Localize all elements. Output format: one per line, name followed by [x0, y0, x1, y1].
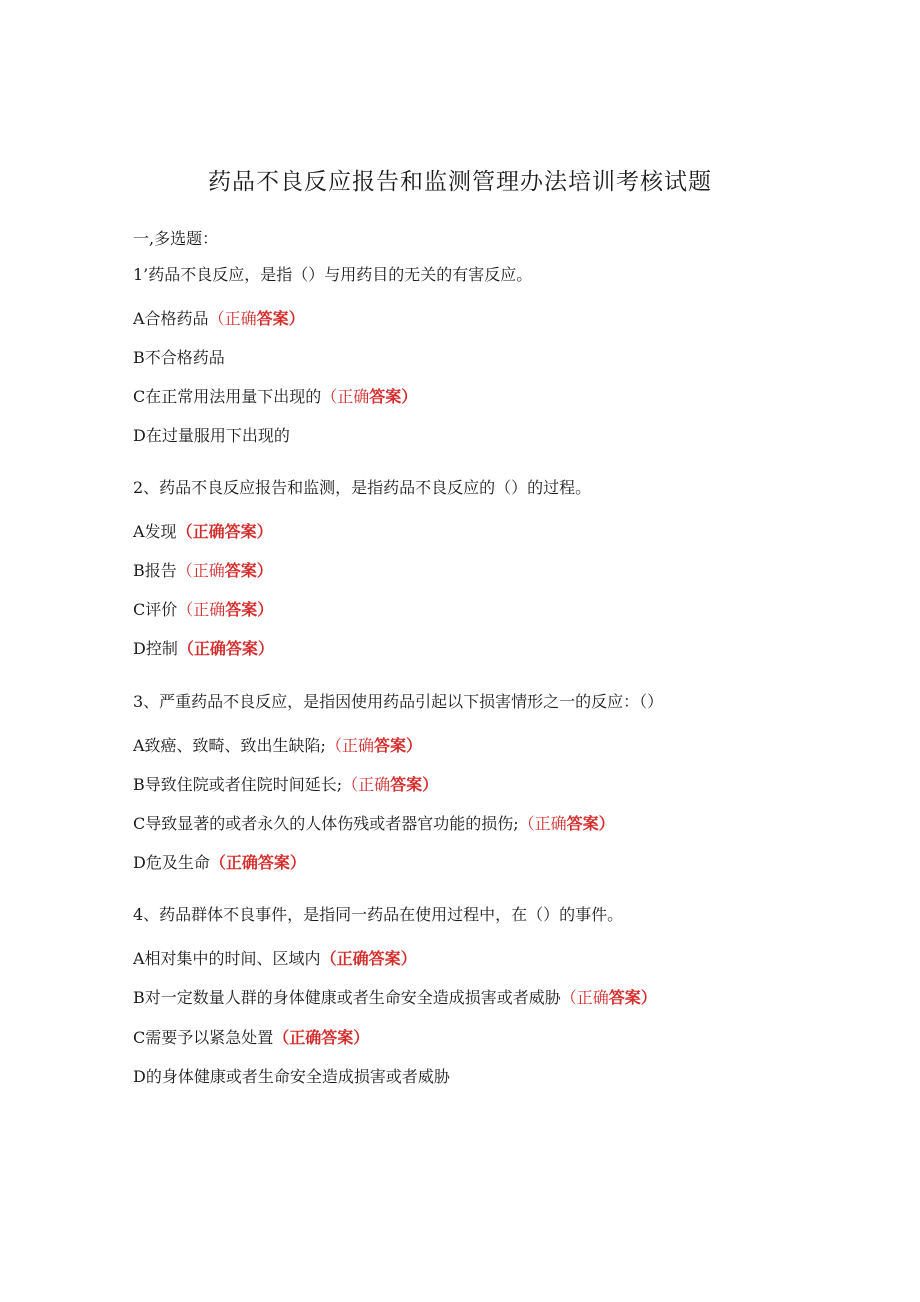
option-text: B对一定数量人群的身体健康或者生命安全造成损害或者威胁: [133, 988, 561, 1007]
correct-answer-mark: （正确答案）: [325, 736, 422, 755]
correct-answer-mark: （正确答案）: [177, 639, 274, 658]
option-item: [133, 561, 273, 581]
question-stem: 3、严重药品不良反应，是指因使用药品引起以下损害情形之一的反应：（）: [133, 692, 664, 711]
option-text: D危及生命: [133, 853, 210, 872]
option-item: [133, 348, 225, 368]
option-item: [133, 988, 657, 1008]
option-text: B报告: [133, 561, 177, 580]
option-item: [133, 1028, 369, 1048]
option-text: C评价: [133, 600, 178, 619]
option-item: [133, 736, 422, 756]
option-item: [133, 387, 417, 407]
option-text: C在正常用法用量下出现的: [133, 387, 322, 406]
option-text: A致癌、致畸、致出生缺陷;: [133, 736, 326, 755]
option-text: B导致住院或者住院时间延长;: [133, 775, 343, 794]
section-heading: 一,多选题：: [133, 229, 219, 248]
option-item: [133, 949, 417, 969]
option-item: [133, 600, 273, 620]
option-text: C导致显著的或者永久的人体伤残或者器官功能的损伤;: [133, 814, 519, 833]
correct-answer-mark: （正确答案）: [320, 949, 417, 968]
option-text: A发现: [133, 522, 177, 541]
correct-answer-mark: （正确答案）: [177, 600, 274, 619]
option-text: C需要予以紧急处置: [133, 1028, 274, 1047]
question-stem: 2、药品不良反应报告和监测，是指药品不良反应的（）的过程。: [133, 478, 592, 497]
correct-answer-mark: （正确答案）: [176, 522, 273, 541]
question-stem: 1’药品不良反应，是指（）与用药目的无关的有害反应。: [133, 265, 533, 284]
correct-answer-mark: （正确答案）: [560, 988, 657, 1007]
option-text: A相对集中的时间、区域内: [133, 949, 321, 968]
option-item: [133, 853, 306, 873]
page-title: 药品不良反应报告和监测管理办法培训考核试题: [208, 169, 712, 195]
option-text: B不合格药品: [133, 348, 225, 367]
option-item: [133, 814, 615, 834]
option-item: [133, 775, 438, 795]
correct-answer-mark: （正确答案）: [321, 387, 418, 406]
correct-answer-mark: （正确答案）: [208, 309, 305, 328]
correct-answer-mark: （正确答案）: [176, 561, 273, 580]
option-text: D控制: [133, 639, 178, 658]
correct-answer-mark: （正确答案）: [273, 1028, 370, 1047]
option-item: [133, 522, 273, 542]
correct-answer-mark: （正确答案）: [209, 853, 306, 872]
option-text: D的身体健康或者生命安全造成损害或者威胁: [133, 1067, 450, 1086]
option-item: [133, 639, 274, 659]
correct-answer-mark: （正确答案）: [518, 814, 615, 833]
option-text: A合格药品: [133, 309, 209, 328]
option-item: [133, 1067, 450, 1087]
question-stem: 4、药品群体不良事件，是指同一药品在使用过程中，在（）的事件。: [133, 905, 624, 924]
correct-answer-mark: （正确答案）: [342, 775, 439, 794]
option-item: [133, 309, 305, 329]
option-item: [133, 426, 290, 446]
option-text: D在过量服用下出现的: [133, 426, 290, 445]
